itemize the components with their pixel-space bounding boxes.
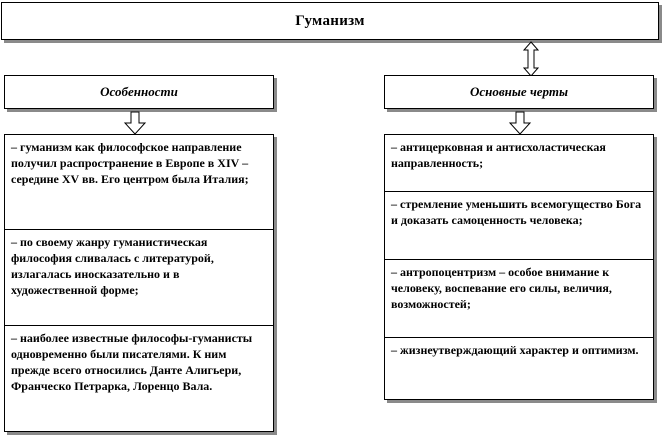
double-arrow-icon [524, 42, 538, 76]
list-item: – жизнеутверждающий характер и оптимизм. [391, 343, 639, 357]
list-item: – стремление уменьшить всемогущество Бога и доказать самоценность человека; [391, 197, 642, 227]
down-arrow-icon [125, 112, 145, 134]
list-item: – антропоцентризм – особое внимание к человеку, воспевание его силы, величия, возможностей; [391, 265, 612, 311]
diagram-title: Гуманизм [295, 12, 365, 29]
features-header-box [4, 75, 274, 109]
features-header: Особенности [100, 84, 178, 99]
main-traits-header: Основные черты [470, 84, 568, 99]
list-item: – антицерковная и антисхоластическая направленность; [391, 140, 606, 170]
title-box [1, 2, 659, 40]
down-arrow-icon [510, 112, 530, 134]
main-traits-list [384, 134, 654, 400]
features-list [4, 134, 274, 432]
list-item: – наиболее известные философы-гуманисты одновременно были писателями. К ним прежде всего относились Данте Алигьери, Франческо Петрарка, Лоренцо Вала. [11, 331, 253, 393]
list-item: – по своему жанру гуманистическая философия сливалась с литературой, излагалась иносказательно и в художественной форме; [11, 235, 214, 297]
main-traits-header-box [384, 75, 654, 109]
list-item: – гуманизм как философское направление получил распространение в Европе в XIV – середине XV вв. Его центром была Италия; [11, 140, 249, 186]
